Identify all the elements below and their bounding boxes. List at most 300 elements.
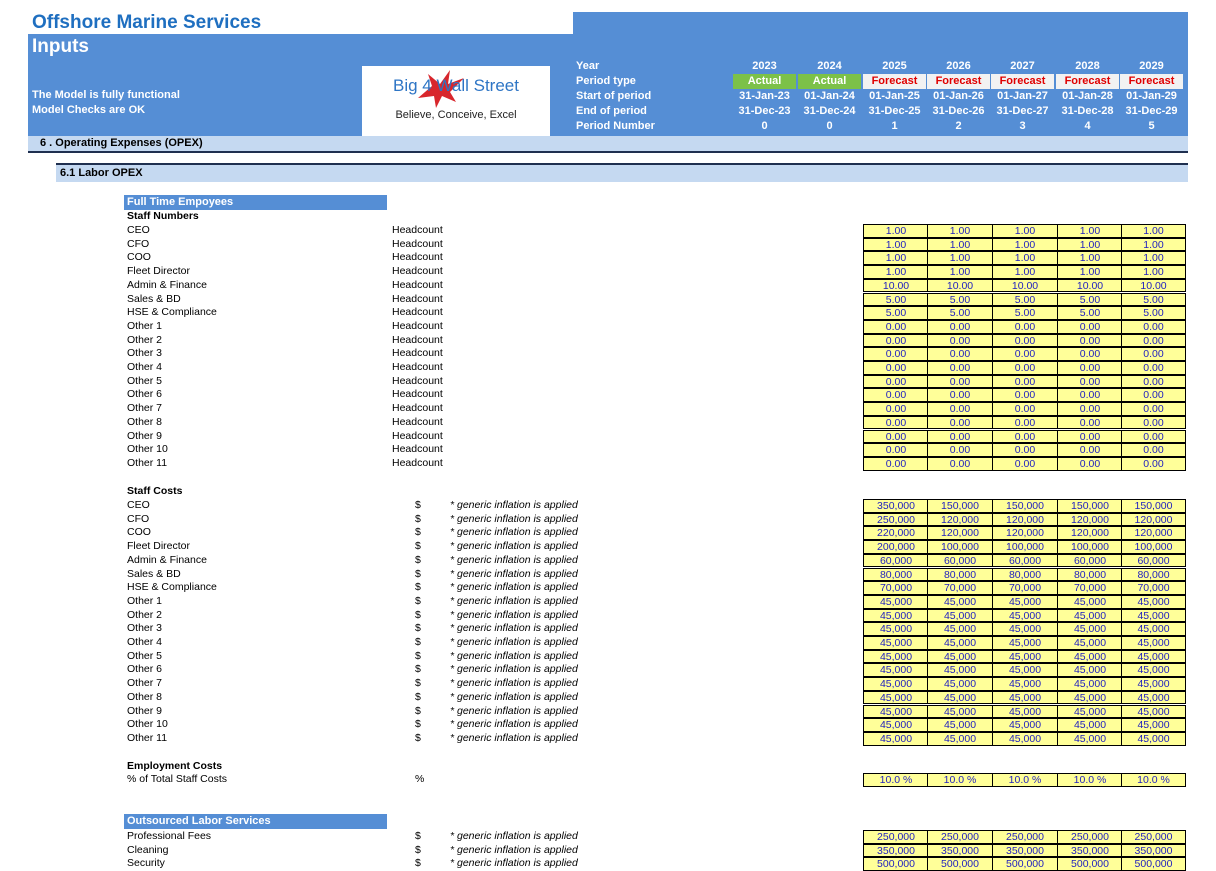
input-cell[interactable]: 0.00	[1057, 347, 1122, 361]
input-cell[interactable]: 45,000	[1057, 718, 1122, 732]
row-note: * generic inflation is applied	[450, 512, 578, 525]
input-cell[interactable]: 0.00	[992, 361, 1057, 375]
row-note: * generic inflation is applied	[450, 553, 578, 566]
row-note: * generic inflation is applied	[450, 649, 578, 662]
input-cell[interactable]: 5.00	[1057, 293, 1122, 307]
input-cell[interactable]: 0.00	[1057, 402, 1122, 416]
row-label: Other 8	[127, 415, 163, 428]
input-cell[interactable]: 0.00	[1121, 443, 1186, 457]
row-unit: $	[415, 843, 421, 856]
timeline-start-of-period-cell: 01-Jan-25	[869, 90, 920, 102]
input-cell[interactable]: 45,000	[927, 650, 992, 664]
input-cell[interactable]: 5.00	[863, 306, 928, 320]
input-cell[interactable]: 0.00	[927, 388, 992, 402]
input-cell[interactable]: 80,000	[1057, 568, 1122, 582]
input-cell[interactable]: 0.00	[1121, 375, 1186, 389]
input-cell[interactable]: 0.00	[863, 334, 928, 348]
row-unit: $	[415, 731, 421, 744]
input-cell[interactable]: 45,000	[1057, 732, 1122, 746]
input-cell[interactable]: 150,000	[1121, 499, 1186, 513]
timeline-label-period-number: Period Number	[576, 120, 655, 132]
sheet-title: Inputs	[32, 36, 89, 57]
input-cell[interactable]: 250,000	[863, 513, 928, 527]
timeline-year-cell: 2023	[752, 60, 777, 72]
row-label: CEO	[127, 499, 150, 511]
input-cell[interactable]: 100,000	[992, 540, 1057, 554]
timeline-year-cell: 2029	[1139, 60, 1164, 72]
input-cell[interactable]: 10.00	[927, 279, 992, 293]
input-cell[interactable]: 1.00	[1121, 265, 1186, 279]
input-cell[interactable]: 250,000	[992, 830, 1057, 844]
timeline-row-period-type	[573, 74, 1188, 89]
input-cell[interactable]: 0.00	[863, 443, 928, 457]
row-note: * generic inflation is applied	[450, 830, 578, 842]
input-cell[interactable]: 70,000	[863, 581, 928, 595]
input-cell[interactable]: 45,000	[992, 609, 1057, 623]
input-cell[interactable]: 0.00	[927, 457, 992, 471]
input-cell[interactable]: 100,000	[1057, 540, 1122, 554]
input-cell[interactable]: 500,000	[927, 857, 992, 871]
input-cell[interactable]: 45,000	[992, 677, 1057, 691]
input-cell[interactable]: 10.00	[1057, 279, 1122, 293]
timeline-start-of-period-cell: 01-Jan-24	[804, 90, 855, 102]
input-cell[interactable]: 0.00	[992, 334, 1057, 348]
row-note: * generic inflation is applied	[450, 718, 578, 731]
input-cell[interactable]: 45,000	[1121, 691, 1186, 705]
input-cell[interactable]: 70,000	[992, 581, 1057, 595]
input-cell[interactable]: 0.00	[1121, 388, 1186, 402]
input-cell[interactable]: 0.00	[863, 457, 928, 471]
input-cell[interactable]: 500,000	[992, 857, 1057, 871]
input-cell[interactable]: 10.00	[1121, 279, 1186, 293]
input-cell[interactable]: 80,000	[863, 568, 928, 582]
input-cell[interactable]: 120,000	[927, 526, 992, 540]
input-cell[interactable]: 45,000	[863, 609, 928, 623]
input-cell[interactable]: 120,000	[1057, 513, 1122, 527]
input-cell[interactable]: 45,000	[1057, 609, 1122, 623]
row-unit: %	[415, 773, 425, 785]
timeline-end-of-period-cell: 31-Dec-26	[932, 105, 985, 117]
input-cell[interactable]: 45,000	[863, 650, 928, 664]
input-cell[interactable]: 45,000	[863, 663, 928, 677]
row-label: Other 2	[127, 608, 163, 621]
input-cell[interactable]: 45,000	[927, 677, 992, 691]
input-cell[interactable]: 45,000	[863, 732, 928, 746]
input-cell[interactable]: 0.00	[1121, 361, 1186, 375]
input-cell[interactable]: 45,000	[927, 636, 992, 650]
table-row	[0, 238, 1216, 252]
table-row	[0, 636, 1216, 650]
input-cell[interactable]: 45,000	[863, 677, 928, 691]
row-unit: Headcount	[392, 388, 443, 401]
input-cell[interactable]: 350,000	[927, 844, 992, 858]
input-cell[interactable]: 45,000	[863, 705, 928, 719]
table-row	[0, 320, 1216, 334]
row-label: Other 7	[127, 402, 163, 415]
input-cell[interactable]: 0.00	[992, 443, 1057, 457]
row-label: CEO	[127, 224, 150, 236]
input-cell[interactable]: 0.00	[992, 402, 1057, 416]
input-cell[interactable]: 45,000	[1057, 636, 1122, 650]
input-cell[interactable]: 10.0 %	[1121, 773, 1186, 787]
input-cell[interactable]: 0.00	[1057, 375, 1122, 389]
table-row	[0, 773, 1216, 787]
input-cell[interactable]: 0.00	[1057, 334, 1122, 348]
timeline-start-of-period-cell: 01-Jan-29	[1126, 90, 1177, 102]
input-cell[interactable]: 45,000	[1121, 622, 1186, 636]
timeline-period-type-cell: Actual	[798, 74, 861, 89]
input-cell[interactable]: 0.00	[863, 361, 928, 375]
row-note: * generic inflation is applied	[450, 857, 578, 870]
table-row	[0, 279, 1216, 293]
staff-costs-title: Staff Costs	[127, 485, 183, 497]
input-cell[interactable]: 0.00	[863, 430, 928, 444]
row-label: Other 10	[127, 443, 168, 456]
row-note: * generic inflation is applied	[450, 843, 578, 856]
input-cell[interactable]: 0.00	[927, 402, 992, 416]
input-cell[interactable]: 45,000	[1121, 718, 1186, 732]
input-cell[interactable]: 45,000	[863, 718, 928, 732]
input-cell[interactable]: 1.00	[927, 251, 992, 265]
row-label: HSE & Compliance	[127, 306, 217, 319]
input-cell[interactable]: 150,000	[927, 499, 992, 513]
input-cell[interactable]: 60,000	[1121, 554, 1186, 568]
input-cell[interactable]: 60,000	[863, 554, 928, 568]
input-cell[interactable]: 5.00	[927, 293, 992, 307]
input-cell[interactable]: 70,000	[1057, 581, 1122, 595]
input-cell[interactable]: 250,000	[1057, 830, 1122, 844]
input-cell[interactable]: 0.00	[927, 443, 992, 457]
timeline-start-of-period-cell: 31-Jan-23	[739, 90, 790, 102]
input-cell[interactable]: 0.00	[1121, 416, 1186, 430]
input-cell[interactable]: 1.00	[863, 238, 928, 252]
input-cell[interactable]: 45,000	[1121, 609, 1186, 623]
input-cell[interactable]: 120,000	[927, 513, 992, 527]
company-name: Offshore Marine Services	[32, 12, 262, 33]
input-cell[interactable]: 60,000	[1057, 554, 1122, 568]
input-cell[interactable]: 0.00	[992, 388, 1057, 402]
input-cell[interactable]: 150,000	[1057, 499, 1122, 513]
input-cell[interactable]: 0.00	[927, 347, 992, 361]
input-cell[interactable]: 45,000	[992, 718, 1057, 732]
input-cell[interactable]: 45,000	[863, 636, 928, 650]
row-unit: $	[415, 857, 421, 870]
row-unit: Headcount	[392, 292, 443, 305]
input-cell[interactable]: 0.00	[1121, 320, 1186, 334]
input-cell[interactable]: 45,000	[1057, 595, 1122, 609]
input-cell[interactable]: 70,000	[927, 581, 992, 595]
input-cell[interactable]: 1.00	[863, 251, 928, 265]
input-cell[interactable]: 0.00	[1121, 402, 1186, 416]
input-cell[interactable]: 350,000	[1121, 844, 1186, 858]
input-cell[interactable]: 45,000	[992, 663, 1057, 677]
input-cell[interactable]: 45,000	[927, 663, 992, 677]
row-note: * generic inflation is applied	[450, 581, 578, 594]
row-label: COO	[127, 526, 151, 539]
input-cell[interactable]: 0.00	[863, 347, 928, 361]
input-cell[interactable]: 0.00	[1121, 334, 1186, 348]
input-cell[interactable]: 10.00	[863, 279, 928, 293]
section-divider	[28, 151, 1188, 153]
row-unit: $	[415, 663, 421, 676]
input-cell[interactable]: 5.00	[1121, 293, 1186, 307]
row-unit: Headcount	[392, 265, 443, 278]
row-label: Other 4	[127, 636, 163, 648]
logo-tagline: Believe, Conceive, Excel	[395, 109, 517, 121]
input-cell[interactable]: 80,000	[927, 568, 992, 582]
row-label: Sales & BD	[127, 567, 181, 580]
input-cell[interactable]: 1.00	[992, 251, 1057, 265]
row-unit: Headcount	[392, 361, 443, 373]
input-cell[interactable]: 0.00	[1057, 430, 1122, 444]
input-cell[interactable]: 0.00	[992, 375, 1057, 389]
timeline-label-year: Year	[576, 60, 600, 72]
input-cell[interactable]: 5.00	[1057, 306, 1122, 320]
timeline-period-number-cell: 1	[891, 120, 898, 132]
input-cell[interactable]: 1.00	[1057, 238, 1122, 252]
row-unit: Headcount	[392, 251, 443, 264]
input-cell[interactable]: 0.00	[863, 375, 928, 389]
input-cell[interactable]: 45,000	[1121, 595, 1186, 609]
input-cell[interactable]: 1.00	[1121, 238, 1186, 252]
input-cell[interactable]: 45,000	[927, 691, 992, 705]
input-cell[interactable]: 5.00	[992, 306, 1057, 320]
input-cell[interactable]: 100,000	[1121, 540, 1186, 554]
input-cell[interactable]: 0.00	[1121, 430, 1186, 444]
input-cell[interactable]: 0.00	[992, 347, 1057, 361]
input-cell[interactable]: 45,000	[992, 622, 1057, 636]
input-cell[interactable]: 45,000	[992, 636, 1057, 650]
input-cell[interactable]: 45,000	[1057, 622, 1122, 636]
input-cell[interactable]: 60,000	[927, 554, 992, 568]
input-cell[interactable]: 5.00	[927, 306, 992, 320]
input-cell[interactable]: 0.00	[927, 361, 992, 375]
timeline-row-end-of-period	[573, 104, 1188, 119]
input-cell[interactable]: 45,000	[992, 705, 1057, 719]
timeline-year-cell: 2026	[946, 60, 971, 72]
timeline-header	[573, 12, 1188, 151]
input-cell[interactable]: 1.00	[1121, 251, 1186, 265]
input-cell[interactable]: 45,000	[927, 595, 992, 609]
input-cell[interactable]: 0.00	[1057, 457, 1122, 471]
timeline-period-type-cell: Forecast	[1120, 74, 1183, 89]
row-unit: Headcount	[392, 319, 443, 332]
input-cell[interactable]: 45,000	[1121, 732, 1186, 746]
input-cell[interactable]: 1.00	[992, 265, 1057, 279]
input-cell[interactable]: 45,000	[863, 595, 928, 609]
input-cell[interactable]: 350,000	[863, 844, 928, 858]
input-cell[interactable]: 45,000	[1121, 663, 1186, 677]
input-cell[interactable]: 0.00	[863, 388, 928, 402]
table-row	[0, 334, 1216, 348]
input-cell[interactable]: 500,000	[863, 857, 928, 871]
input-cell[interactable]: 150,000	[992, 499, 1057, 513]
input-cell[interactable]: 120,000	[1121, 526, 1186, 540]
input-cell[interactable]: 45,000	[1057, 663, 1122, 677]
input-cell[interactable]: 70,000	[1121, 581, 1186, 595]
input-cell[interactable]: 10.0 %	[927, 773, 992, 787]
input-cell[interactable]: 200,000	[863, 540, 928, 554]
input-cell[interactable]: 45,000	[1121, 650, 1186, 664]
row-note: * generic inflation is applied	[450, 594, 578, 607]
timeline-year-cell: 2024	[817, 60, 842, 72]
input-cell[interactable]: 120,000	[1121, 513, 1186, 527]
inputs-band	[28, 34, 573, 151]
input-cell[interactable]: 45,000	[1057, 650, 1122, 664]
input-cell[interactable]: 0.00	[1057, 388, 1122, 402]
input-cell[interactable]: 5.00	[1121, 306, 1186, 320]
row-label: HSE & Compliance	[127, 581, 217, 594]
input-cell[interactable]: 10.0 %	[863, 773, 928, 787]
input-cell[interactable]: 1.00	[1121, 224, 1186, 238]
input-cell[interactable]: 100,000	[927, 540, 992, 554]
input-cell[interactable]: 10.00	[992, 279, 1057, 293]
row-label: Admin & Finance	[127, 553, 207, 566]
input-cell[interactable]: 120,000	[992, 513, 1057, 527]
table-row	[0, 347, 1216, 361]
input-cell[interactable]: 0.00	[992, 430, 1057, 444]
table-row	[0, 595, 1216, 609]
input-cell[interactable]: 5.00	[992, 293, 1057, 307]
input-cell[interactable]: 45,000	[992, 691, 1057, 705]
timeline-period-number-cell: 0	[761, 120, 768, 132]
input-cell[interactable]: 0.00	[992, 416, 1057, 430]
input-cell[interactable]: 0.00	[1057, 416, 1122, 430]
input-cell[interactable]: 45,000	[927, 622, 992, 636]
input-cell[interactable]: 1.00	[1057, 265, 1122, 279]
input-cell[interactable]: 80,000	[992, 568, 1057, 582]
input-cell[interactable]: 45,000	[992, 650, 1057, 664]
timeline-start-of-period-cell: 01-Jan-27	[997, 90, 1048, 102]
input-cell[interactable]: 1.00	[992, 238, 1057, 252]
input-cell[interactable]: 45,000	[1057, 677, 1122, 691]
table-row	[0, 306, 1216, 320]
input-cell[interactable]: 45,000	[927, 718, 992, 732]
timeline-period-number-cell: 5	[1148, 120, 1155, 132]
row-unit: $	[415, 649, 421, 662]
row-unit: $	[415, 581, 421, 594]
input-cell[interactable]: 45,000	[1121, 705, 1186, 719]
timeline-end-of-period-cell: 31-Dec-27	[996, 105, 1049, 117]
table-row	[0, 554, 1216, 568]
input-cell[interactable]: 5.00	[863, 293, 928, 307]
row-unit: $	[415, 830, 421, 842]
input-cell[interactable]: 45,000	[927, 609, 992, 623]
timeline-period-number-cell: 3	[1019, 120, 1026, 132]
input-cell[interactable]: 45,000	[1121, 677, 1186, 691]
input-cell[interactable]: 0.00	[927, 334, 992, 348]
timeline-period-type-cell: Forecast	[863, 74, 926, 89]
input-cell[interactable]: 45,000	[927, 732, 992, 746]
model-status: The Model is fully functional	[32, 89, 180, 101]
input-cell[interactable]: 45,000	[992, 595, 1057, 609]
input-cell[interactable]: 45,000	[1057, 691, 1122, 705]
input-cell[interactable]: 0.00	[1121, 347, 1186, 361]
row-unit: $	[415, 608, 421, 621]
row-unit: Headcount	[392, 374, 443, 387]
input-cell[interactable]: 0.00	[992, 457, 1057, 471]
subsection-header	[56, 165, 1188, 182]
timeline-end-of-period-cell: 31-Dec-29	[1125, 105, 1178, 117]
input-cell[interactable]: 0.00	[1057, 443, 1122, 457]
input-cell[interactable]: 1.00	[863, 224, 928, 238]
row-label: Other 5	[127, 649, 163, 662]
table-row	[0, 513, 1216, 527]
input-cell[interactable]: 0.00	[863, 402, 928, 416]
input-cell[interactable]: 250,000	[927, 830, 992, 844]
input-cell[interactable]: 60,000	[992, 554, 1057, 568]
input-cell[interactable]: 1.00	[863, 265, 928, 279]
input-cell[interactable]: 250,000	[863, 830, 928, 844]
input-cell[interactable]: 10.0 %	[992, 773, 1057, 787]
row-unit: $	[415, 718, 421, 731]
row-unit: $	[415, 594, 421, 607]
row-unit: $	[415, 677, 421, 690]
input-cell[interactable]: 120,000	[1057, 526, 1122, 540]
timeline-end-of-period-cell: 31-Dec-23	[738, 105, 791, 117]
input-cell[interactable]: 250,000	[1121, 830, 1186, 844]
input-cell[interactable]: 220,000	[863, 526, 928, 540]
input-cell[interactable]: 1.00	[927, 224, 992, 238]
row-label: Other 4	[127, 361, 163, 373]
input-cell[interactable]: 1.00	[992, 224, 1057, 238]
fte-group-header: Full Time Empoyees	[124, 195, 387, 210]
input-cell[interactable]: 1.00	[927, 265, 992, 279]
row-label: COO	[127, 251, 151, 264]
table-row	[0, 568, 1216, 582]
input-cell[interactable]: 0.00	[863, 416, 928, 430]
subsection-title: 6.1 Labor OPEX	[60, 167, 143, 179]
input-cell[interactable]: 0.00	[1121, 457, 1186, 471]
row-note: * generic inflation is applied	[450, 690, 578, 703]
input-cell[interactable]: 0.00	[927, 416, 992, 430]
input-cell[interactable]: 45,000	[1121, 636, 1186, 650]
input-cell[interactable]: 0.00	[927, 430, 992, 444]
input-cell[interactable]: 350,000	[863, 499, 928, 513]
input-cell[interactable]: 350,000	[1057, 844, 1122, 858]
input-cell[interactable]: 45,000	[1057, 705, 1122, 719]
input-cell[interactable]: 45,000	[863, 622, 928, 636]
table-row	[0, 830, 1216, 844]
input-cell[interactable]: 0.00	[992, 320, 1057, 334]
table-row	[0, 677, 1216, 691]
input-cell[interactable]: 0.00	[927, 320, 992, 334]
input-cell[interactable]: 45,000	[927, 705, 992, 719]
input-cell[interactable]: 120,000	[992, 526, 1057, 540]
input-cell[interactable]: 10.0 %	[1057, 773, 1122, 787]
section-header	[28, 136, 1188, 151]
input-cell[interactable]: 0.00	[1057, 361, 1122, 375]
input-cell[interactable]: 45,000	[992, 732, 1057, 746]
input-cell[interactable]: 0.00	[1057, 320, 1122, 334]
input-cell[interactable]: 1.00	[1057, 251, 1122, 265]
table-row	[0, 224, 1216, 238]
input-cell[interactable]: 350,000	[992, 844, 1057, 858]
input-cell[interactable]: 80,000	[1121, 568, 1186, 582]
input-cell[interactable]: 500,000	[1121, 857, 1186, 871]
table-row	[0, 443, 1216, 457]
input-cell[interactable]: 1.00	[927, 238, 992, 252]
row-unit: Headcount	[392, 429, 443, 442]
row-note: * generic inflation is applied	[450, 499, 578, 511]
row-label: Fleet Director	[127, 265, 191, 278]
input-cell[interactable]: 1.00	[1057, 224, 1122, 238]
table-row	[0, 609, 1216, 623]
input-cell[interactable]: 0.00	[863, 320, 928, 334]
input-cell[interactable]: 45,000	[863, 691, 928, 705]
input-cell[interactable]: 500,000	[1057, 857, 1122, 871]
input-cell[interactable]: 0.00	[927, 375, 992, 389]
